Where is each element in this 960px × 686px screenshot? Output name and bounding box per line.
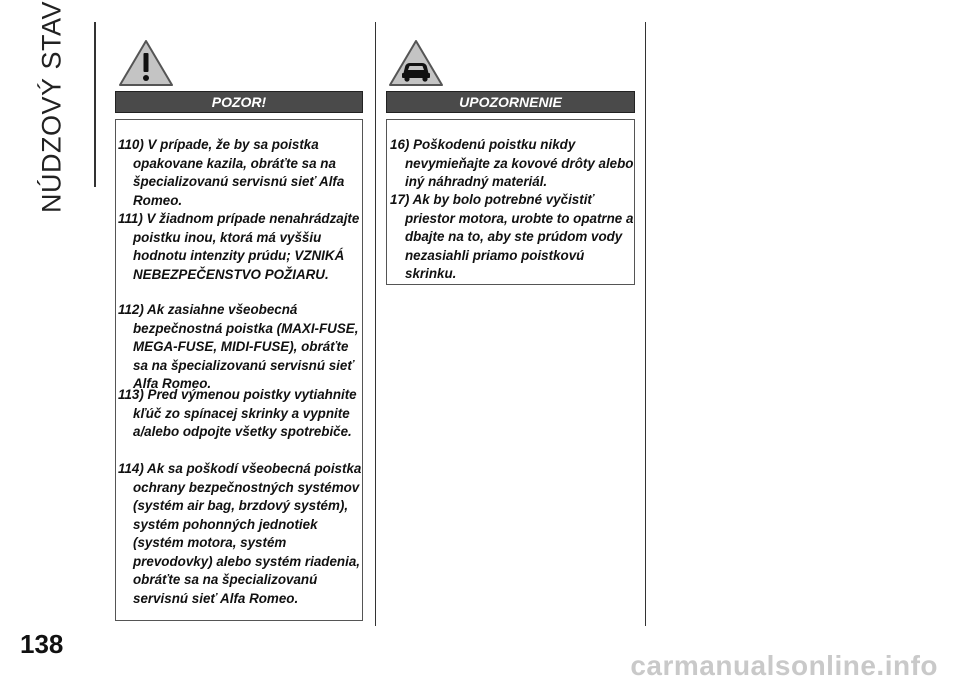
watermark: carmanualsonline.info	[630, 650, 938, 681]
warning-item-112: 112) Ak zasiahne všeobecná bezpečnostná poistka (MAXI-FUSE, MEGA-FUSE, MIDI-FUSE), obráťte sa na špecializovanú servisnú sieť Alfa Romeo.	[118, 302, 359, 391]
warning-exclamation-icon	[117, 38, 175, 88]
warning-item-114: 114) Ak sa poškodí všeobecná poistka ochrany bezpečnostných systémov (systém air bag, brzdový systém), systém pohonných jednotiek (systém motora, systém prevodovky) alebo systém riadenia, obráťte sa na špecializovanú servisnú sieť Alfa Romeo.	[118, 461, 362, 606]
warning-item-113: 113) Pred výmenou poistky vytiahnite kľúč zo spínacej skrinky a vypnite a/alebo odpojte všetky spotrebiče.	[118, 387, 357, 439]
section-title-text: NÚDZOVÝ STAV	[36, 0, 67, 214]
column-divider-right	[645, 22, 646, 626]
warning-item-111: 111) V žiadnom prípade nenahrádzajte poistku inou, ktorá má vyššiu hodnotu intenzity prúdu; VZNIKÁ NEBEZPEČENSTVO POŽIARU.	[118, 211, 360, 282]
warning-item-110: 110) V prípade, že by sa poistka opakovane kazila, obráťte sa na špecializovanú servisnú sieť Alfa Romeo.	[118, 137, 345, 208]
caution-item-16: 16) Poškodenú poistku nikdy nevymieňajte za kovové drôty alebo iný náhradný materiál.	[390, 137, 634, 189]
caution-header: UPOZORNENIE	[386, 91, 635, 113]
warning-header: POZOR!	[115, 91, 363, 113]
section-title-rule	[94, 22, 96, 187]
caution-item-17: 17) Ak by bolo potrebné vyčistiť priestor motora, urobte to opatrne a dbajte na to, aby ste prúdom vody nezasiahli priamo poistkovú skrinku.	[390, 192, 634, 281]
column-divider-middle	[375, 22, 376, 626]
page-number: 138	[20, 629, 64, 659]
section-title	[22, 0, 82, 214]
car-caution-icon	[387, 38, 445, 88]
